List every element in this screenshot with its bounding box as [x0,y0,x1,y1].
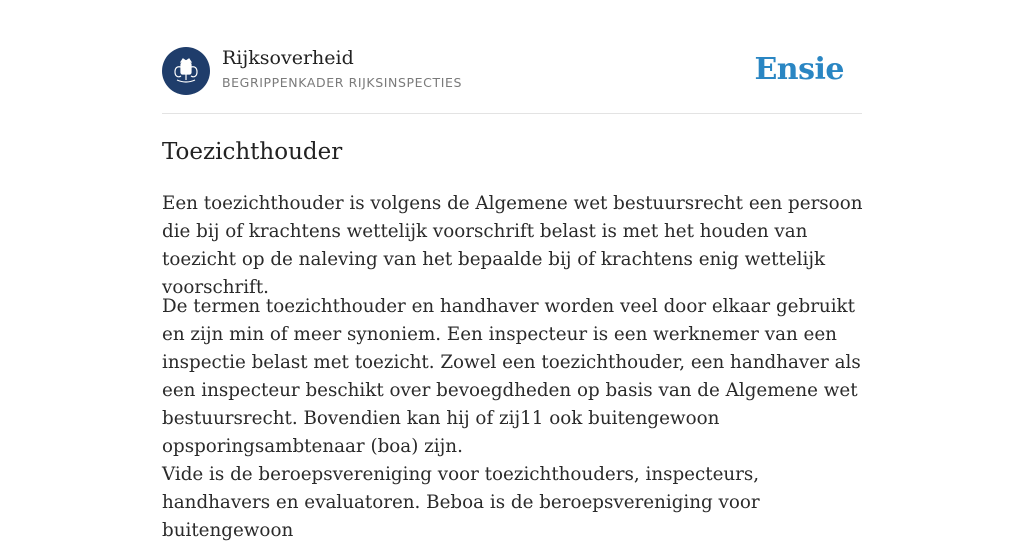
org-subtitle: BEGRIPPENKADER RIJKSINSPECTIES [222,75,463,90]
page-title: Toezichthouder [162,139,343,165]
org-name: Rijksoverheid [222,47,354,69]
paragraph-definition: Een toezichthouder is volgens de Algemene wet bestuursrecht een persoon die bij of krachtens wettelijk voorschrift belast is met het houden van toezicht op de naleving van het bepaalde bij of krachtens enig wettelijk voorschrift. [162,193,863,298]
crest-icon-graphic [169,54,203,88]
crest-icon[interactable] [162,47,210,95]
content-container [162,0,863,541]
paragraph-synonyms: De termen toezichthouder en handhaver worden veel door elkaar gebruikt en zijn min of meer synoniem. Een inspecteur is een werknemer van een inspectie belast met toezicht. Zowel een toezichthouder, een handhaver als een inspecteur beschikt over bevoegdheden op basis van de Algemene wet bestuursrecht. Bovendien kan hij of zij11 ook buitengewoon opsporingsambtenaar (boa) zijn. [162,296,861,457]
paragraph-associations: Vide is de beroepsvereniging voor toezichthouders, inspecteurs, handhavers en evaluatoren. Beboa is de beroepsvereniging voor buitengewoon [162,464,760,541]
brand-logo[interactable]: Ensie [754,52,844,87]
site-header [162,0,862,114]
